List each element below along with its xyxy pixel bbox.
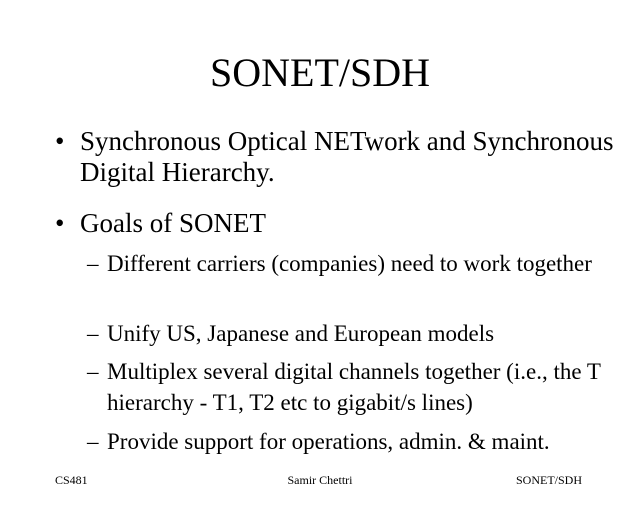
subbullet-text: Multiplex several digital channels together (i.e., the T hierarchy - T1, T2 etc to gigabit/s lines) — [107, 359, 601, 415]
slide-title: SONET/SDH — [209, 50, 431, 95]
subbullet-text: Provide support for operations, admin. & maint. — [107, 429, 550, 454]
footer-topic: SONET/SDH — [515, 473, 582, 487]
footer-author: Samir Chettri — [287, 473, 353, 487]
subbullet-item — [87, 426, 607, 457]
subbullet-item — [87, 318, 607, 349]
subbullet-item — [87, 356, 607, 418]
subbullet-marker: – — [87, 321, 99, 346]
subbullet-marker: – — [87, 251, 99, 276]
bullet-marker: • — [55, 208, 65, 238]
bullet-item — [55, 126, 615, 188]
subbullet-marker: – — [87, 359, 99, 384]
subbullet-marker: – — [87, 429, 99, 454]
subbullet-text: Unify US, Japanese and European models — [107, 321, 495, 346]
bullet-item — [55, 208, 615, 239]
subbullet-item — [87, 248, 607, 279]
footer-course: CS481 — [55, 473, 88, 487]
bullet-text: Synchronous Optical NETwork and Synchronous Digital Hierarchy. — [80, 126, 614, 187]
bullet-marker: • — [55, 126, 65, 156]
bullet-text: Goals of SONET — [80, 208, 266, 238]
subbullet-text: Different carriers (companies) need to work together — [107, 251, 592, 276]
